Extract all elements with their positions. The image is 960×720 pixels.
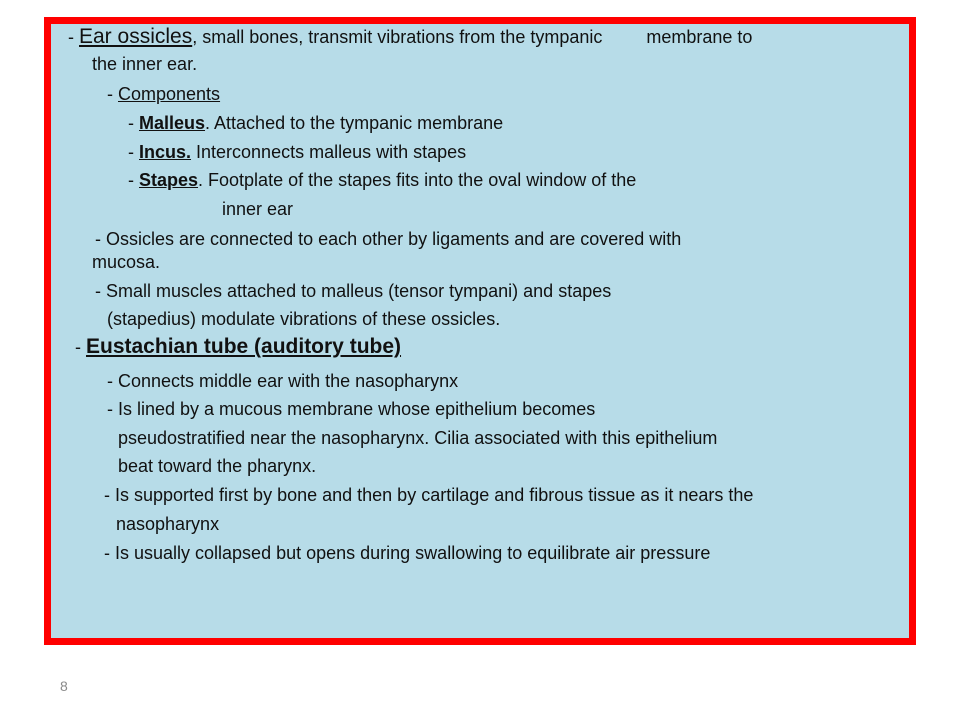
line-stapedius: (stapedius) modulate vibrations of these ossicles. [107,309,501,329]
term-stapes: Stapes [139,170,199,190]
term-incus: Incus. [139,142,192,162]
term-ear-ossicles: Ear ossicles [79,25,193,48]
line-supported: - Is supported first by bone and then by cartilage and fibrous tissue as it nears the [104,485,754,505]
line-collapsed: - Is usually collapsed but opens during swallowing to equilibrate air pressure [104,543,711,563]
line-nasopharynx: nasopharynx [116,514,220,534]
line-stapes: - Stapes. Footplate of the stapes fits into the oval window of the [128,170,637,190]
line-lined: - Is lined by a mucous membrane whose epithelium becomes [107,399,596,419]
line-malleus: - Malleus. Attached to the tympanic membrane [128,113,504,133]
line-ligaments: - Ossicles are connected to each other by ligaments and are covered with [95,229,682,249]
line-connects: - Connects middle ear with the nasopharynx [107,371,459,391]
term-eustachian-tube: Eustachian tube (auditory tube) [86,335,402,358]
term-malleus: Malleus [139,113,206,133]
line-beat: beat toward the pharynx. [118,456,317,476]
page-number: 8 [60,678,68,694]
line-small-muscles: - Small muscles attached to malleus (tensor tympani) and stapes [95,281,612,301]
line-incus: - Incus. Interconnects malleus with stapes [128,142,467,162]
line-pseudostratified: pseudostratified near the nasopharynx. Cilia associated with this epithelium [118,428,718,448]
line-inner-ear: the inner ear. [92,54,198,74]
term-components: Components [118,84,221,104]
line-components: - Components [107,84,221,104]
line-ear-ossicles: - Ear ossicles, small bones, transmit vibrations from the tympanic membrane to [68,25,753,48]
line-mucosa: mucosa. [92,252,161,272]
line-inner-ear-2: inner ear [222,199,294,219]
line-eustachian: - Eustachian tube (auditory tube) [75,335,402,358]
